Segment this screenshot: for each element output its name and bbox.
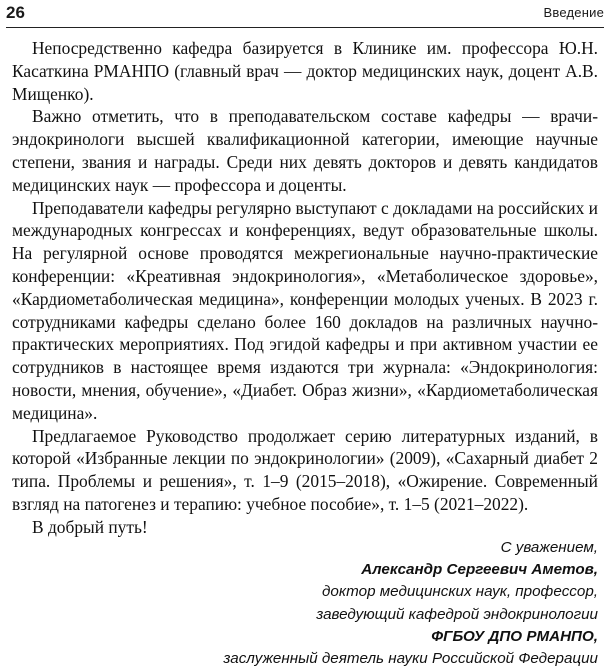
section-title: Введение [543,5,604,20]
body-text [12,37,598,539]
running-header [6,3,604,27]
signature-position: заведующий кафедрой эндокринологии [316,605,598,623]
signature-name: Александр Сергеевич Аметов, [361,561,598,579]
paragraph-clinic: Непосредственно кафедра базируется в Клинике им. профессора Ю.Н. Касаткина РМАНПО (главный врач — доктор медицинских наук, доцент А.В. Мищенко). [12,38,598,104]
signature-institution: ФГБОУ ДПО РМАНПО, [431,627,598,645]
paragraph-publications: Предлагаемое Руководство продолжает серию литературных изданий, в которой «Избранные лекции по эндокринологии» (2009), «Сахарный диабет 2 типа. Проблемы и решения», т. 1–9 (2015–2018), «Ожирение. Современный взгляд на патогенез и терапию: учебное пособие», т. 1–5 (2021–2022). [12,425,598,514]
header-rule [6,27,604,28]
signature-block [158,537,598,670]
page-number: 26 [6,3,25,22]
signature-honor: заслуженный деятель науки Российской Федерации [223,650,598,668]
paragraph-conferences: Преподаватели кафедры регулярно выступают с докладами на российских и международных конгрессах и конференциях, ведут образовательные школы. На регулярной основе проводятся межрегиональные научно-практические конференции: «Креативная эндокринология», «Метаболическое здоровье», «Кардиометаболическая медицина», конференции молодых ученых. В 2023 г. сотрудниками кафедры сделано более 160 докладов на различных научно-практических мероприятиях. Под эгидой кафедры и при активном участии ее сотрудников в настоящее время издаются три журнала: «Эндокринология: новости, мнения, обучение», «Диабет. Образ жизни», «Кардиометаболическая медицина». [12,197,598,423]
signature-degree: доктор медицинских наук, профессор, [321,583,598,601]
paragraph-staff: Важно отметить, что в преподавательском составе кафедры — врачи-эндокринологи высшей квалификационной категории, имеющие научные степени, звания и награды. Среди них девять докторов и девять кандидатов медицинских наук — профессора и доценты. [12,106,598,195]
signature-greeting: С уважением, [500,539,598,556]
paragraph-closing: В добрый путь! [32,516,148,537]
